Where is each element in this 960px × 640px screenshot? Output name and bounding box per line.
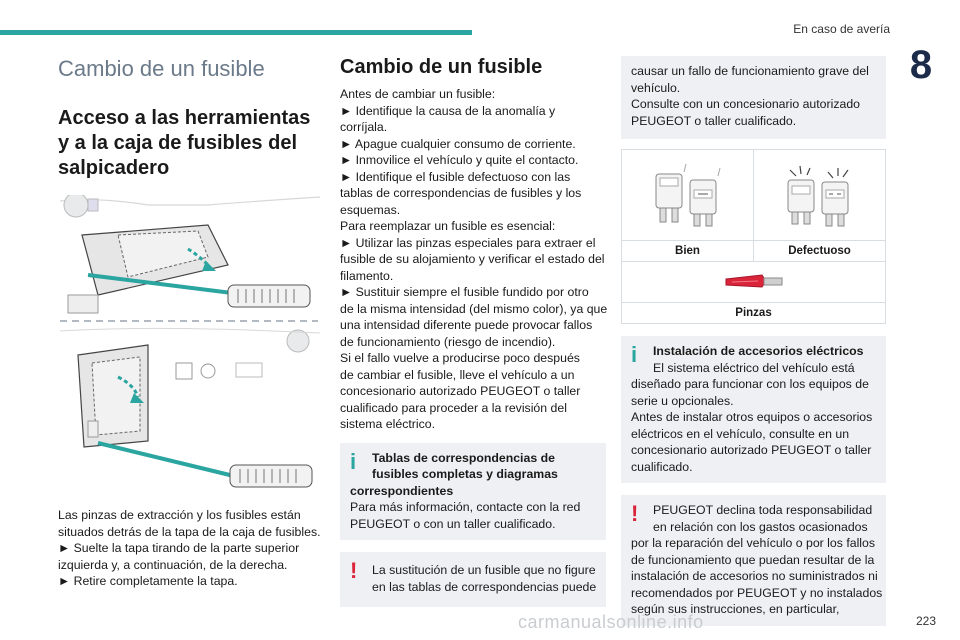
fuse-labels-row	[622, 241, 885, 262]
text-line: de la misma intensidad (del mismo color), ya que	[340, 301, 608, 316]
pliers-label: Pinzas	[735, 307, 772, 319]
text-line: cualificado para proceder a la revisión del	[340, 400, 567, 415]
section-heading: Cambio de un fusible	[340, 56, 543, 78]
chapter-number-label: 8	[909, 43, 933, 87]
text-line: eléctricos en el vehículo, consulte en un	[631, 426, 850, 441]
text-line: filamento.	[340, 268, 394, 283]
text-line: concesionario autorizado PEUGEOT o taller	[340, 384, 581, 398]
section-title: En caso de avería	[793, 22, 890, 36]
column-right	[621, 52, 886, 626]
responsibility-warning-note	[621, 495, 886, 626]
fuse-defective-image	[753, 150, 885, 240]
watermark: carmanualsonline.info	[518, 612, 704, 632]
text-line: causar un fallo de funcionamiento grave del	[631, 64, 869, 78]
text-line: tablas de correspondencias de fusibles y los	[340, 186, 582, 200]
text-line: ► Identifique el fusible defectuoso con las	[340, 169, 571, 184]
accessories-info-note	[621, 336, 886, 483]
text-line: vehículo.	[631, 80, 681, 95]
text-line: fusible de su alojamiento y verificar el estado del	[340, 252, 605, 266]
text-line: una intensidad diferente puede provocar fallos	[340, 318, 593, 332]
chapter-number	[902, 44, 940, 86]
text-line: en las tablas de correspondencias puede	[372, 579, 597, 594]
text-line: Para reemplazar un fusible es esencial:	[340, 219, 556, 233]
text-line: ► Sustituir siempre el fusible fundido por otro	[340, 285, 589, 299]
warning-note-continued	[621, 56, 886, 139]
text-line: situados detrás de la tapa de la caja de fusibles.	[58, 524, 321, 539]
info-note-title-cont	[350, 483, 598, 500]
info-icon: i	[631, 342, 638, 367]
text-line: Si el fallo vuelve a producirse poco después	[340, 351, 580, 365]
text-line: Para más información, contacte con la red	[350, 500, 581, 514]
header-accent-bar	[0, 30, 472, 35]
col2-body-text	[340, 86, 606, 433]
col1-body-text	[58, 507, 320, 590]
fuse-images-row	[622, 150, 885, 241]
text-line: ► Identifique la causa de la anomalía y	[340, 103, 556, 118]
pliers-image	[622, 262, 885, 302]
text-line: Tablas de correspondencias de	[372, 450, 555, 465]
text-line: serie u opcionales.	[631, 393, 734, 408]
subsection-heading-line: Acceso a las herramientas	[58, 107, 311, 129]
text-line: La sustitución de un fusible que no figure	[372, 563, 596, 577]
text-line: sistema eléctrico.	[340, 417, 435, 431]
text-line: recomendados por PEUGEOT y no instalados	[631, 585, 883, 600]
text-line: esquemas.	[340, 202, 401, 217]
text-line: ► Utilizar las pinzas especiales para extraer el	[340, 235, 596, 250]
info-note	[340, 443, 606, 541]
fuse-condition-table	[621, 149, 886, 324]
text-line: ► Suelte la tapa tirando de la parte superior	[58, 541, 300, 555]
accessories-info-title: Instalación de accesorios eléctricos	[653, 344, 864, 358]
dashboard-fusebox-illustration	[58, 195, 320, 495]
text-line: izquierda y, a continuación, de la derecha.	[58, 557, 288, 572]
text-line: de funcionamiento que puedan resultar de la	[631, 552, 875, 567]
text-line: Las pinzas de extracción y los fusibles están	[58, 508, 301, 522]
pliers-label-row	[622, 303, 885, 323]
text-line: de funcionamiento (riesgo de incendio).	[340, 334, 556, 349]
text-line: ► Inmovilice el vehículo y quite el contacto.	[340, 153, 579, 167]
text-line: Antes de cambiar un fusible:	[340, 87, 496, 101]
text-line: instalación de accesorios no suministrados ni	[631, 569, 878, 583]
text-line: PEUGEOT declina toda responsabilidad	[653, 503, 873, 517]
warning-note	[340, 552, 606, 607]
info-icon: i	[350, 448, 357, 474]
text-line: concesionario autorizado PEUGEOT o taller	[631, 443, 872, 457]
info-note-title	[350, 450, 598, 483]
subsection-heading-line: salpicadero	[58, 157, 170, 179]
text-line: en relación con los gastos ocasionados	[653, 519, 868, 534]
text-line: Antes de instalar otros equipos o accesorios	[631, 410, 873, 424]
subsection-heading-line: y a la caja de fusibles del	[58, 132, 298, 154]
text-line: diseñado para funcionar con los equipos de	[631, 377, 869, 391]
text-line: PEUGEOT o taller cualificado.	[631, 113, 797, 128]
text-line: PEUGEOT o con un taller cualificado.	[350, 516, 556, 531]
text-line: de cambiar el fusible, lleve el vehículo a un	[340, 367, 575, 382]
pliers-image-row	[622, 262, 885, 303]
text-line: ► Retire completamente la tapa.	[58, 574, 238, 588]
subsection-heading	[58, 106, 320, 181]
warning-icon: !	[631, 501, 639, 526]
text-line: cualificado.	[631, 459, 693, 474]
text-line: El sistema eléctrico del vehículo está	[653, 360, 855, 375]
column-left	[58, 52, 320, 590]
text-line: Consulte con un concesionario autorizado	[631, 97, 861, 111]
page-number: 223	[915, 614, 936, 628]
text-line: corríjala.	[340, 120, 388, 134]
page-title: Cambio de un fusible	[58, 56, 265, 81]
warning-icon: !	[350, 558, 358, 583]
text-line: ► Apague cualquier consumo de corriente.	[340, 136, 576, 151]
text-line: según sus instrucciones, en particular,	[631, 602, 840, 616]
column-middle	[340, 52, 606, 607]
fuse-defective-label: Defectuoso	[753, 241, 885, 261]
fuse-good-label: Bien	[675, 245, 700, 257]
text-line: fusibles completas y diagramas	[372, 467, 558, 481]
fuse-good-image	[622, 150, 753, 240]
text-line: correspondientes	[350, 483, 454, 498]
text-line: por la reparación del vehículo o por los fallos	[631, 536, 876, 550]
